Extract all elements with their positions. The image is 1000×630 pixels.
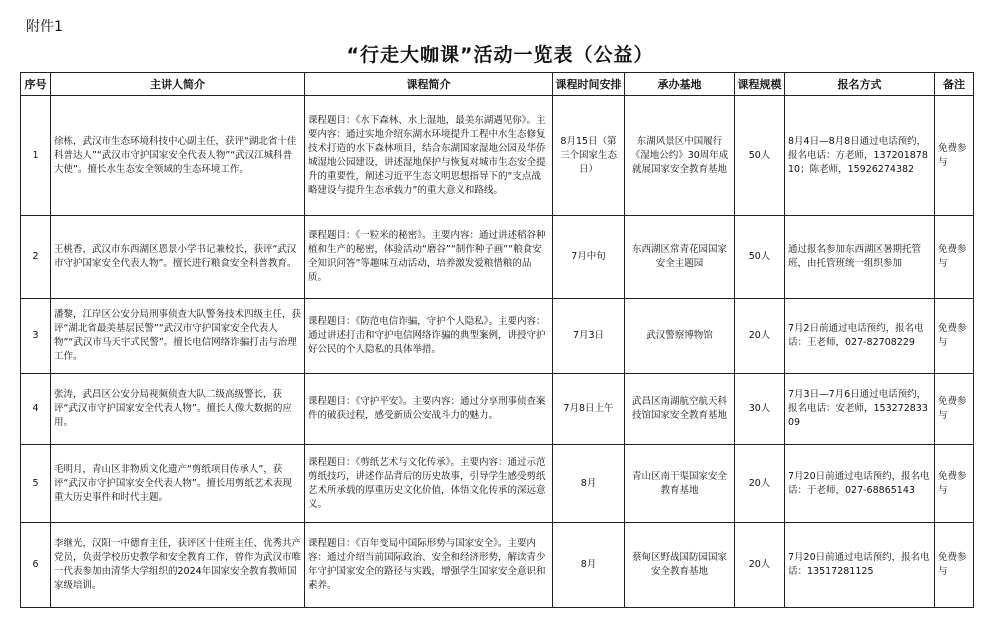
- cell-base: 青山区南干渠国家安全教育基地: [625, 445, 735, 523]
- header-no: 序号: [21, 73, 51, 96]
- cell-base: 武昌区南湖航空航天科技馆国家安全教育基地: [625, 374, 735, 445]
- header-course: 课程简介: [305, 73, 553, 96]
- cell-size: 20人: [735, 445, 785, 523]
- cell-size: 20人: [735, 523, 785, 608]
- cell-no: 3: [21, 299, 51, 374]
- cell-note: 免费参与: [935, 374, 974, 445]
- page-title: “行走大咖课”活动一览表（公益）: [346, 44, 654, 66]
- cell-signup: 7月3日—7月6日通过电话预约，报名电话：安老师，15327283309: [785, 374, 935, 445]
- cell-speaker: 徐栋，武汉市生态环境科技中心副主任，获评“湖北省十佳科普达人”“武汉市守护国家安全代表人物”“武汉江城科普大使”。擅长水生态安全领域的生态环境工作。: [51, 96, 305, 216]
- cell-size: 30人: [735, 374, 785, 445]
- header-speaker: 主讲人简介: [51, 73, 305, 96]
- table-row: [21, 96, 974, 216]
- cell-no: 4: [21, 374, 51, 445]
- cell-size: 50人: [735, 216, 785, 299]
- table-row: [21, 445, 974, 523]
- cell-signup: 7月20日前通过电话预约，报名电话：于老师，027-68865143: [785, 445, 935, 523]
- activity-table: [20, 72, 974, 608]
- cell-signup: 8月4日—8月8日通过电话预约，报名电话：方老师，13720187810；陈老师，15926274382: [785, 96, 935, 216]
- table-header-row: [21, 73, 974, 96]
- cell-speaker: 王桃香，武汉市东西湖区恩景小学书记兼校长，获评“武汉市守护国家安全代表人物”。擅长进行粮食安全科普教育。: [51, 216, 305, 299]
- cell-course: 课程题目：《剪纸艺术与文化传承》。主要内容：通过示范剪纸技巧，讲述作品背后的历史故事，引导学生感受剪纸艺术所承载的厚重历史文化价值，体悟文化传承的深远意义。: [305, 445, 553, 523]
- header-signup: 报名方式: [785, 73, 935, 96]
- cell-size: 50人: [735, 96, 785, 216]
- header-time: 课程时间安排: [553, 73, 625, 96]
- cell-time: 7月3日: [553, 299, 625, 374]
- table-row: [21, 374, 974, 445]
- header-base: 承办基地: [625, 73, 735, 96]
- cell-time: 7月中旬: [553, 216, 625, 299]
- cell-signup: 7月20日前通过电话预约，报名电话：13517281125: [785, 523, 935, 608]
- cell-course: 课程题目：《守护平安》。主要内容：通过分享刑事侦查案件的破获过程，感受新质公安战斗力的魅力。: [305, 374, 553, 445]
- cell-course: 课程题目：《防范电信诈骗，守护个人隐私》。主要内容：通过讲述打击和守护电信网络诈骗的典型案例，讲授守护好公民的个人隐私的具体举措。: [305, 299, 553, 374]
- cell-no: 2: [21, 216, 51, 299]
- cell-base: 武汉警察博物馆: [625, 299, 735, 374]
- cell-time: 8月: [553, 523, 625, 608]
- cell-course: 课程题目：《一粒米的秘密》。主要内容：通过讲述稻谷种植和生产的秘密，体验活动“磨谷”“制作种子画”“粮食安全知识问答”等趣味互动活动，培养激发爱粮惜粮的品质。: [305, 216, 553, 299]
- cell-speaker: 李继光，汉阳一中德育主任，获评区十佳班主任、优秀共产党员，负责学校历史教学和安全教育工作，曾作为武汉市唯一代表参加由清华大学组织的2024年国家安全教育教师国家级培训。: [51, 523, 305, 608]
- cell-speaker: 毛明月，青山区非物质文化遗产“剪纸项目传承人”，获评“武汉市守护国家安全代表人物”。擅长用剪纸艺术表现重大历史事件和时代主题。: [51, 445, 305, 523]
- cell-course: 课程题目：《百年变局中国际形势与国家安全》。主要内容：通过介绍当前国际政治、安全和经济形势，解读青少年守护国家安全的路径与实践，增强学生国家安全意识和素养。: [305, 523, 553, 608]
- cell-no: 1: [21, 96, 51, 216]
- cell-course: 课程题目：《水下森林、水上湿地，最美东湖遇见你》。主要内容：通过实地介绍东湖水环境提升工程中水生态修复技术打造的水下森林项目，结合东湖国家湿地公园及华侨城湿地公园建设，讲述湿地保护与恢复对城市生态安全提升的重要性，阐述习近平生态文明思想指导下的“支点战略建设与提升生态承载力”的重大意义和路线。: [305, 96, 553, 216]
- cell-size: 20人: [735, 299, 785, 374]
- cell-base: 蔡甸区野战国防园国家安全教育基地: [625, 523, 735, 608]
- table-row: [21, 216, 974, 299]
- header-size: 课程规模: [735, 73, 785, 96]
- table-row: [21, 523, 974, 608]
- header-note: 备注: [935, 73, 974, 96]
- cell-note: 免费参与: [935, 523, 974, 608]
- cell-signup: 通过报名参加东西湖区暑期托管班，由托管班统一组织参加: [785, 216, 935, 299]
- cell-time: 8月: [553, 445, 625, 523]
- table-row: [21, 299, 974, 374]
- cell-note: 免费参与: [935, 299, 974, 374]
- cell-no: 6: [21, 523, 51, 608]
- cell-no: 5: [21, 445, 51, 523]
- attachment-label: 附件1: [26, 19, 63, 35]
- cell-note: 免费参与: [935, 216, 974, 299]
- cell-signup: 7月2日前通过电话预约，报名电话：王老师，027-82708229: [785, 299, 935, 374]
- cell-note: 免费参与: [935, 445, 974, 523]
- cell-time: 8月15日（第三个国家生态日）: [553, 96, 625, 216]
- cell-speaker: 张涛，武昌区公安分局视频侦查大队二级高级警长，获评“武汉市守护国家安全代表人物”。擅长人像大数据的应用。: [51, 374, 305, 445]
- cell-time: 7月8日上午: [553, 374, 625, 445]
- cell-note: 免费参与: [935, 96, 974, 216]
- cell-base: 东西湖区常青花园国家安全主题园: [625, 216, 735, 299]
- cell-base: 东湖风景区中国履行《湿地公约》30周年成就展国家安全教育基地: [625, 96, 735, 216]
- cell-speaker: 潘黎，江岸区公安分局刑事侦查大队警务技术四级主任，获评“湖北省最美基层民警”“武汉市守护国家安全代表人物”“武汉市马天宇式民警”。擅长电信网络诈骗打击与治理工作。: [51, 299, 305, 374]
